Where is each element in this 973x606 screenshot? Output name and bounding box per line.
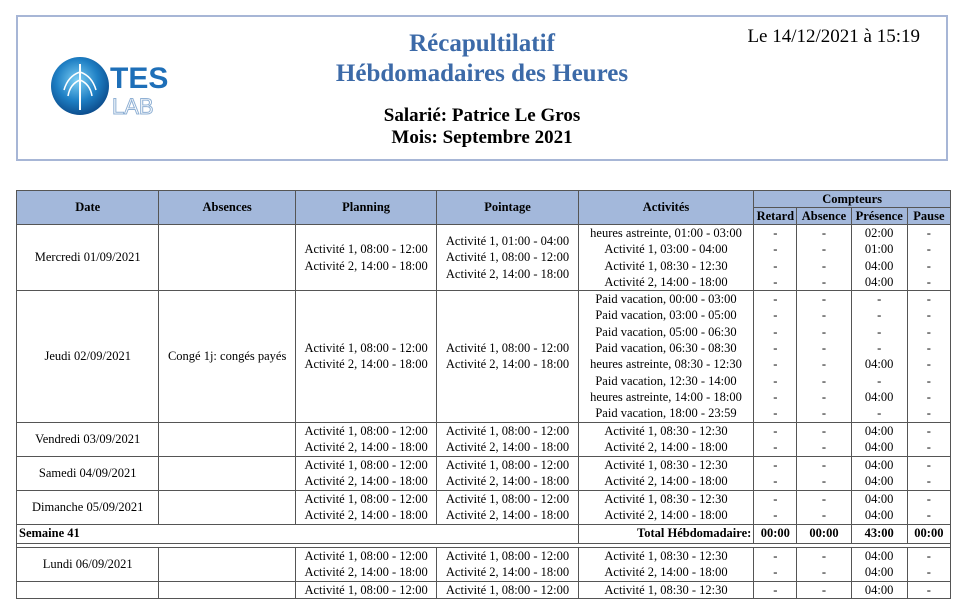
absence-cell-line: -: [821, 324, 827, 339]
retard-cell-line: -: [773, 406, 778, 421]
table-row: [17, 291, 951, 422]
retard-cell: [754, 225, 797, 291]
planning-cell-line: Activité 1, 08:00 - 12:00: [304, 548, 428, 563]
retard-cell-line: -: [773, 474, 778, 489]
day-absence: [159, 547, 295, 581]
presence-cell-line: 04:00: [864, 274, 894, 289]
presence-cell-line: -: [877, 292, 882, 307]
week-rows: [17, 225, 951, 599]
col-retard: Retard: [754, 208, 797, 225]
pause-cell-line: -: [926, 341, 931, 356]
pause-cell: [907, 581, 950, 598]
col-presence: Présence: [851, 208, 907, 225]
title-line-2: Hébdomadaires des Heures: [335, 60, 629, 87]
pause-cell-line: -: [926, 308, 931, 323]
absence-cell-line: -: [821, 406, 827, 421]
day-absence: [159, 456, 295, 490]
day-absence: [159, 422, 295, 456]
pause-cell-line: -: [926, 582, 931, 597]
day-date: Lundi 06/09/2021: [17, 547, 159, 581]
presence-cell-line: -: [877, 406, 882, 421]
absence-cell-line: -: [821, 308, 827, 323]
activites-cell: [578, 581, 754, 598]
activites-cell-line: heures astreinte, 01:00 - 03:00: [590, 226, 742, 240]
pause-cell: [907, 422, 950, 456]
pause-cell-line: -: [926, 258, 931, 273]
pointage-cell: [437, 547, 578, 581]
pointage-cell-line: Activité 2, 14:00 - 18:00: [445, 357, 570, 372]
presence-cell-line: -: [877, 324, 882, 339]
presence-cell-line: 04:00: [864, 582, 894, 597]
absence-cell: [797, 291, 851, 422]
retard-cell-line: -: [773, 226, 778, 240]
day-date: Samedi 04/09/2021: [17, 456, 159, 490]
presence-cell: [851, 225, 907, 291]
presence-cell-line: 04:00: [864, 389, 894, 404]
presence-cell-line: 04:00: [864, 457, 894, 472]
col-date: Date: [17, 191, 159, 225]
activites-cell-line: Activité 2, 14:00 - 18:00: [604, 440, 728, 455]
absence-cell: [797, 547, 851, 581]
pointage-cell-line: Activité 1, 08:00 - 12:00: [445, 457, 570, 472]
retard-cell-line: -: [773, 548, 778, 563]
pointage-cell: [437, 422, 578, 456]
activites-cell-line: Activité 1, 08:30 - 12:30: [604, 457, 728, 472]
absence-cell: [797, 581, 851, 598]
total-presence: 43:00: [851, 524, 907, 543]
absence-cell-line: -: [821, 491, 827, 506]
pause-cell-line: -: [926, 457, 931, 472]
col-pause: Pause: [907, 208, 950, 225]
pause-cell-line: -: [926, 406, 931, 421]
activites-cell-line: Activité 1, 03:00 - 04:00: [604, 242, 728, 257]
retard-cell: [754, 291, 797, 422]
col-pointage: Pointage: [437, 191, 578, 225]
activites-cell: [578, 422, 754, 456]
day-date: Dimanche 05/09/2021: [17, 490, 159, 524]
activites-cell-line: Paid vacation, 18:00 - 23:59: [595, 406, 737, 421]
pause-cell-line: -: [926, 565, 931, 580]
employee-name: Salarié: Patrice Le Gros: [383, 105, 581, 126]
pointage-cell: [437, 581, 578, 598]
activites-cell-line: Activité 1, 08:30 - 12:30: [604, 423, 728, 438]
presence-cell-line: 04:00: [864, 565, 894, 580]
col-planning: Planning: [295, 191, 436, 225]
report-date: Le 14/12/2021 à 15:19: [747, 26, 920, 47]
retard-cell: [754, 581, 797, 598]
presence-cell-line: 04:00: [864, 357, 894, 372]
retard-cell: [754, 422, 797, 456]
pause-cell: [907, 456, 950, 490]
pause-cell-line: -: [926, 324, 931, 339]
planning-cell: [295, 225, 436, 291]
pause-cell: [907, 490, 950, 524]
pause-cell-line: -: [926, 373, 931, 388]
presence-cell-line: -: [877, 373, 882, 388]
retard-cell-line: -: [773, 389, 778, 404]
pointage-cell: [437, 490, 578, 524]
table-row: [17, 490, 951, 524]
pointage-cell-line: Activité 2, 14:00 - 18:00: [445, 508, 570, 523]
day-absence: [159, 225, 295, 291]
retard-cell-line: -: [773, 582, 778, 597]
pause-cell-line: -: [926, 440, 931, 455]
activites-cell-line: Activité 1, 08:30 - 12:30: [604, 548, 728, 563]
pointage-cell: [437, 225, 578, 291]
absence-cell-line: -: [821, 292, 827, 307]
activites-cell-line: Activité 2, 14:00 - 18:00: [604, 565, 728, 580]
retard-cell-line: -: [773, 292, 778, 307]
retard-cell-line: -: [773, 242, 778, 257]
activites-cell: [578, 291, 754, 422]
report-month: Mois: Septembre 2021: [391, 127, 573, 148]
table-row: [17, 581, 951, 598]
retard-cell-line: -: [773, 373, 778, 388]
absence-cell-line: -: [821, 373, 827, 388]
absence-cell-line: -: [821, 258, 827, 273]
planning-cell-line: Activité 1, 08:00 - 12:00: [304, 423, 428, 438]
presence-cell: [851, 581, 907, 598]
pointage-cell-line: Activité 1, 08:00 - 12:00: [445, 548, 570, 563]
planning-cell-line: Activité 2, 14:00 - 18:00: [304, 565, 428, 580]
week-label: Semaine 41: [17, 524, 579, 543]
report-header: [16, 15, 948, 161]
col-compteurs: Compteurs: [754, 191, 951, 208]
presence-cell: [851, 291, 907, 422]
pause-cell-line: -: [926, 226, 931, 240]
absence-cell-line: -: [821, 565, 827, 580]
logo-lab-text: LAB: [112, 94, 154, 119]
pointage-cell-line: Activité 2, 14:00 - 18:00: [445, 565, 570, 580]
planning-cell-line: Activité 2, 14:00 - 18:00: [304, 440, 428, 455]
absence-cell: [797, 490, 851, 524]
activites-cell-line: heures astreinte, 08:30 - 12:30: [590, 357, 742, 372]
presence-cell: [851, 547, 907, 581]
presence-cell-line: 01:00: [864, 242, 894, 257]
activites-cell-line: Activité 1, 08:30 - 12:30: [604, 258, 728, 273]
presence-cell-line: 04:00: [864, 258, 894, 273]
pointage-cell-line: Activité 1, 08:00 - 12:00: [445, 582, 570, 597]
col-absences: Absences: [159, 191, 295, 225]
retard-cell-line: -: [773, 308, 778, 323]
hours-table: [16, 190, 951, 599]
presence-cell-line: 04:00: [864, 508, 894, 523]
presence-cell-line: 04:00: [864, 548, 894, 563]
pause-cell: [907, 547, 950, 581]
absence-cell-line: -: [821, 341, 827, 356]
pointage-cell-line: Activité 2, 14:00 - 18:00: [445, 474, 570, 489]
day-absence: [159, 490, 295, 524]
total-absence: 00:00: [797, 524, 851, 543]
day-absence: Congé 1j: congés payés: [159, 291, 295, 422]
pointage-cell-line: Activité 1, 01:00 - 04:00: [445, 234, 570, 249]
day-date: Mercredi 01/09/2021: [17, 225, 159, 291]
pause-cell-line: -: [926, 292, 931, 307]
retard-cell-line: -: [773, 274, 778, 289]
planning-cell-line: Activité 1, 08:00 - 12:00: [304, 491, 428, 506]
pause-cell-line: -: [926, 548, 931, 563]
col-absence: Absence: [797, 208, 851, 225]
planning-cell: [295, 547, 436, 581]
absence-cell-line: -: [821, 457, 827, 472]
planning-cell: [295, 456, 436, 490]
activites-cell: [578, 456, 754, 490]
planning-cell-line: Activité 1, 08:00 - 12:00: [304, 457, 428, 472]
retard-cell: [754, 456, 797, 490]
planning-cell-line: Activité 1, 08:00 - 12:00: [304, 341, 428, 356]
retard-cell-line: -: [773, 324, 778, 339]
pause-cell-line: -: [926, 242, 931, 257]
activites-cell-line: Paid vacation, 06:30 - 08:30: [595, 341, 737, 356]
table-row: [17, 225, 951, 291]
absence-cell-line: -: [821, 389, 827, 404]
pointage-cell-line: Activité 2, 14:00 - 18:00: [445, 266, 570, 281]
planning-cell: [295, 422, 436, 456]
planning-cell-line: Activité 1, 08:00 - 12:00: [304, 582, 428, 597]
day-date: Vendredi 03/09/2021: [17, 422, 159, 456]
logo-tes-text: TES: [110, 62, 169, 95]
activites-cell-line: Activité 2, 14:00 - 18:00: [604, 274, 728, 289]
retard-cell-line: -: [773, 357, 778, 372]
planning-cell-line: Activité 2, 14:00 - 18:00: [304, 508, 428, 523]
absence-cell-line: -: [821, 357, 827, 372]
pause-cell-line: -: [926, 508, 931, 523]
table-row: [17, 547, 951, 581]
pointage-cell-line: Activité 1, 08:00 - 12:00: [445, 491, 570, 506]
activites-cell-line: Activité 2, 14:00 - 18:00: [604, 474, 728, 489]
absence-cell-line: -: [821, 508, 827, 523]
day-date: Jeudi 02/09/2021: [17, 291, 159, 422]
retard-cell-line: -: [773, 341, 778, 356]
retard-cell-line: -: [773, 423, 778, 438]
activites-cell-line: Activité 1, 08:30 - 12:30: [604, 491, 728, 506]
retard-cell-line: -: [773, 565, 778, 580]
col-activites: Activités: [578, 191, 754, 225]
week-total-label: Total Hébdomadaire:: [578, 524, 754, 543]
pointage-cell-line: Activité 1, 08:00 - 12:00: [445, 250, 570, 265]
table-row: [17, 456, 951, 490]
presence-cell: [851, 456, 907, 490]
pointage-cell-line: Activité 1, 08:00 - 12:00: [445, 423, 570, 438]
activites-cell-line: Paid vacation, 03:00 - 05:00: [595, 308, 737, 323]
pause-cell-line: -: [926, 274, 931, 289]
presence-cell-line: 04:00: [864, 491, 894, 506]
planning-cell: [295, 581, 436, 598]
activites-cell: [578, 547, 754, 581]
pointage-cell-line: Activité 1, 08:00 - 12:00: [445, 341, 570, 356]
table-row: [17, 422, 951, 456]
pointage-cell: [437, 456, 578, 490]
retard-cell-line: -: [773, 258, 778, 273]
planning-cell-line: Activité 1, 08:00 - 12:00: [304, 242, 428, 257]
retard-cell-line: -: [773, 457, 778, 472]
retard-cell: [754, 490, 797, 524]
pause-cell-line: -: [926, 474, 931, 489]
title-line-1: Récapultilatif: [409, 30, 555, 57]
pause-cell-line: -: [926, 423, 931, 438]
absence-cell: [797, 456, 851, 490]
absence-cell-line: -: [821, 582, 827, 597]
planning-cell-line: Activité 2, 14:00 - 18:00: [304, 258, 428, 273]
presence-cell-line: 04:00: [864, 423, 894, 438]
presence-cell-line: 02:00: [864, 226, 894, 240]
activites-cell-line: Activité 1, 08:30 - 12:30: [604, 582, 728, 597]
pause-cell: [907, 225, 950, 291]
retard-cell-line: -: [773, 508, 778, 523]
pointage-cell: [437, 291, 578, 422]
presence-cell-line: -: [877, 308, 882, 323]
activites-cell-line: heures astreinte, 14:00 - 18:00: [590, 389, 742, 404]
activites-cell-line: Activité 2, 14:00 - 18:00: [604, 508, 728, 523]
absence-cell: [797, 225, 851, 291]
retard-cell: [754, 547, 797, 581]
absence-cell-line: -: [821, 474, 827, 489]
absence-cell-line: -: [821, 548, 827, 563]
report-subtitle: [18, 105, 946, 149]
absence-cell-line: -: [821, 423, 827, 438]
presence-cell: [851, 422, 907, 456]
absence-cell-line: -: [821, 226, 827, 240]
absence-cell: [797, 422, 851, 456]
activites-cell-line: Paid vacation, 12:30 - 14:00: [595, 373, 737, 388]
total-retard: 00:00: [754, 524, 797, 543]
pause-cell-line: -: [926, 357, 931, 372]
presence-cell-line: -: [877, 341, 882, 356]
activites-cell: [578, 225, 754, 291]
retard-cell-line: -: [773, 491, 778, 506]
pointage-cell-line: Activité 2, 14:00 - 18:00: [445, 440, 570, 455]
absence-cell-line: -: [821, 274, 827, 289]
activites-cell-line: Paid vacation, 05:00 - 06:30: [595, 324, 737, 339]
absence-cell-line: -: [821, 440, 827, 455]
pause-cell-line: -: [926, 389, 931, 404]
day-date: [17, 581, 159, 598]
activites-cell-line: Paid vacation, 00:00 - 03:00: [595, 292, 737, 307]
week-total-row: [17, 524, 951, 543]
activites-cell: [578, 490, 754, 524]
planning-cell-line: Activité 2, 14:00 - 18:00: [304, 474, 428, 489]
presence-cell: [851, 490, 907, 524]
retard-cell-line: -: [773, 440, 778, 455]
day-absence: [159, 581, 295, 598]
pause-cell-line: -: [926, 491, 931, 506]
absence-cell-line: -: [821, 242, 827, 257]
planning-cell-line: Activité 2, 14:00 - 18:00: [304, 357, 428, 372]
total-pause: 00:00: [907, 524, 950, 543]
planning-cell: [295, 291, 436, 422]
presence-cell-line: 04:00: [864, 440, 894, 455]
planning-cell: [295, 490, 436, 524]
presence-cell-line: 04:00: [864, 474, 894, 489]
pause-cell: [907, 291, 950, 422]
